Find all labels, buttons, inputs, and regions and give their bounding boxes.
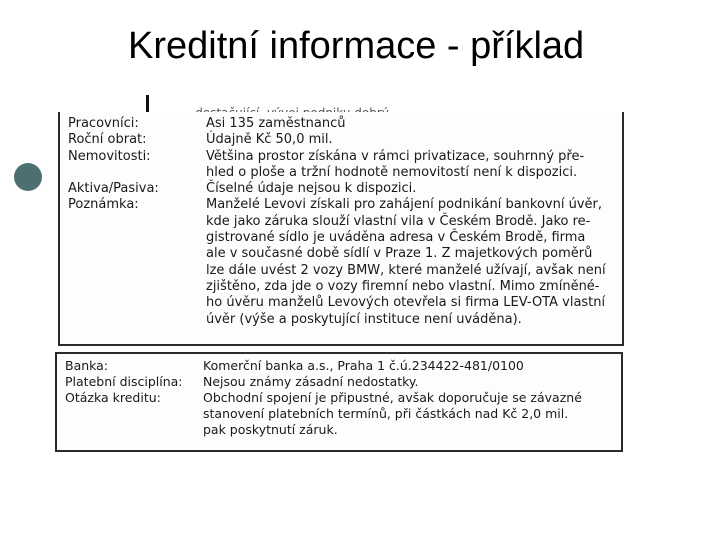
- field-values: [206, 116, 616, 328]
- value-line: ale v současné době sídlí v Praze 1. Z majetkových poměrů: [206, 246, 593, 262]
- value-line: Číselné údaje nejsou k dispozici.: [206, 181, 417, 197]
- value-line: stanovení platebních termínů, při částkách nad Kč 2,0 mil.: [203, 406, 569, 421]
- field-label: Otázka kreditu:: [65, 390, 161, 405]
- value-line: ho úvěru manželů Levových otevřela si firma LEV-OTA vlastní: [206, 295, 606, 311]
- value-line: Obchodní spojení je připustné, avšak doporučuje se závazné: [203, 390, 582, 405]
- value-line: gistrované sídlo je uváděna adresa v Českém Brodě, firma: [206, 230, 586, 246]
- slide-title: Kreditní informace - příklad: [128, 25, 585, 67]
- scanned-document-box-1: [58, 112, 624, 346]
- value-line: hled o ploše a tržní hodnotě nemovitostí není k dispozici.: [206, 164, 578, 180]
- field-label: [68, 165, 208, 181]
- field-label: Aktiva/Pasiva:: [68, 181, 159, 197]
- value-line: lze dále uvést 2 vozy BMW, které manželé užívají, avšak není: [206, 262, 606, 278]
- bullet-icon: [14, 163, 42, 191]
- value-line: Komerční banka a.s., Praha 1 č.ú.234422-481/0100: [203, 358, 524, 373]
- value-line: Většina prostor získána v rámci privatizace, souhrnný pře-: [206, 148, 585, 164]
- field-labels: [68, 116, 208, 214]
- value-line: úvěr (výše a poskytující instituce není uváděna).: [206, 311, 522, 327]
- field-label: Poznámka:: [68, 197, 139, 213]
- field-label: Roční obrat:: [68, 132, 147, 148]
- value-line: Manželé Levovi získali pro zahájení podnikání bankovní úvěr,: [206, 197, 603, 213]
- value-line: zjištěno, zda jde o vozy firemní nebo vlastní. Mimo zmíněné-: [206, 278, 600, 294]
- value-line: kde jako záruka slouží vlastní vila v Českém Brodě. Jako re-: [206, 213, 591, 229]
- value-line: Údajně Kč 50,0 mil.: [206, 132, 333, 148]
- field-label: Pracovníci:: [68, 116, 139, 131]
- scanned-document-box-2: [55, 352, 623, 452]
- field-values: [203, 358, 613, 438]
- value-line: pak poskytnutí záruk.: [203, 422, 338, 437]
- field-label: Banka:: [65, 358, 109, 373]
- value-line: Asi 135 zaměstnanců: [206, 116, 346, 131]
- field-label: Platební disciplína:: [65, 374, 183, 389]
- field-label: Nemovitosti:: [68, 148, 151, 164]
- value-line: Nejsou známy zásadní nedostatky.: [203, 374, 419, 389]
- field-labels: [65, 358, 205, 406]
